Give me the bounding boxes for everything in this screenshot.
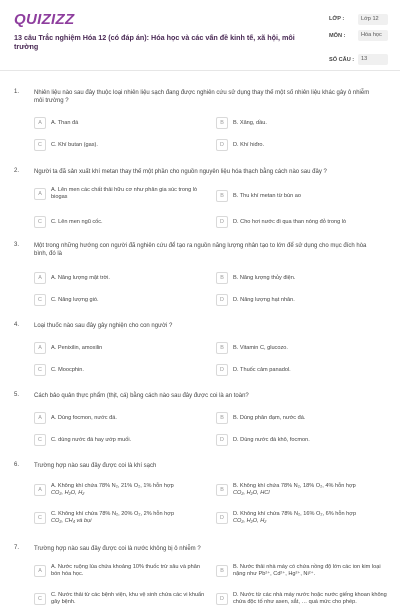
option-formula: CO₂, H₂O, HCl (233, 490, 270, 496)
option-letter: D (216, 216, 228, 228)
option-b[interactable] (216, 115, 267, 131)
option-a[interactable] (34, 563, 209, 579)
question-text: Loại thuốc nào sau đây gây nghiện cho con người ? (34, 323, 173, 329)
option-text: A. Dùng focmon, nước đá. (51, 414, 117, 421)
option-a[interactable] (34, 482, 174, 498)
option-letter: B (216, 342, 228, 354)
option-text: A. Năng lượng mặt trời. (51, 274, 110, 281)
option-letter: A (34, 565, 46, 577)
count-value: 13 (358, 54, 388, 65)
option-letter: C (34, 512, 46, 524)
option-c[interactable] (34, 432, 131, 448)
class-label: LỚP : (329, 16, 345, 22)
option-letter: B (216, 190, 228, 202)
question-number: 3. (14, 242, 20, 248)
question-text: Trường hợp nào sau đây được coi là khí sạch (34, 463, 157, 469)
option-c[interactable] (34, 510, 174, 526)
option-text: B. Thu khí metan từ bùn ao (233, 192, 302, 199)
option-a[interactable] (34, 115, 78, 131)
worksheet-header (0, 0, 400, 70)
question-text: Nhiên liệu nào sau đây thuộc loại nhiên liệu sạch đang được nghiên cứu sử dụng thay thế một số nhiên liệu khác gây ô nhiễm môi trường ? (34, 90, 370, 104)
option-letter: A (34, 188, 46, 200)
question-text: Cách bảo quản thực phẩm (thịt, cá) bằng cách nào sau đây được coi là an toàn? (34, 393, 249, 399)
question-number: 2. (14, 168, 20, 174)
option-c[interactable] (34, 362, 84, 378)
option-c[interactable] (34, 292, 99, 308)
question-6 (14, 462, 392, 538)
option-letter: D (216, 512, 228, 524)
option-text: D. Nước từ các nhà máy nước hoặc nước giếng khoan không chứa độc tố như asen, sắt, … quá mức cho phép. (233, 592, 387, 605)
question-number: 1. (14, 89, 20, 95)
option-text: A. Penixilin, amoxilin (51, 344, 103, 351)
option-b[interactable] (216, 482, 356, 498)
option-letter: A (34, 272, 46, 284)
option-a[interactable] (34, 270, 110, 286)
option-letter: C (34, 364, 46, 376)
option-text: A. Than đá (51, 119, 79, 126)
question-text: Trường hợp nào sau đây được coi là nước không bị ô nhiễm ? (34, 546, 201, 552)
option-text: B. Vitamin C, glucozo. (233, 344, 288, 351)
option-text: C. Moocphin. (51, 366, 84, 373)
class-value: Lớp 12 (358, 14, 388, 25)
option-text: A. Lên men các chất thải hữu cơ như phân gia súc trong lò biogas (51, 187, 198, 200)
option-letter: B (216, 565, 228, 577)
option-text: B. Dùng phân đạm, nước đá. (233, 414, 306, 421)
subject-value: Hóa học (358, 30, 388, 41)
option-a[interactable] (34, 410, 117, 426)
option-letter: D (216, 593, 228, 605)
option-d[interactable] (216, 292, 295, 308)
option-letter: D (216, 139, 228, 151)
option-text: D. Năng lượng hạt nhân. (233, 296, 295, 303)
option-d[interactable] (216, 510, 356, 526)
option-d[interactable] (216, 591, 392, 607)
option-d[interactable] (216, 137, 264, 153)
option-letter: C (34, 139, 46, 151)
option-c[interactable] (34, 591, 209, 607)
worksheet-title: 13 câu Trắc nghiệm Hóa 12 (có đáp án): Hóa học và các vấn đề kinh tế, xã hội, môi trường (14, 33, 295, 51)
option-text: A. Không khí chứa 78% N₂, 21% O₂, 1% hỗn hợp (51, 483, 174, 489)
option-b[interactable] (216, 270, 295, 286)
question-7 (14, 545, 392, 605)
subject-label: MÔN : (329, 33, 346, 39)
option-letter: C (34, 434, 46, 446)
option-text: C. Năng lượng gió. (51, 296, 99, 303)
option-text: A. Nước ruộng lúa chứa khoảng 10% thuốc trừ sâu và phân bón hóa học. (51, 564, 200, 577)
option-a[interactable] (34, 340, 102, 356)
option-letter: B (216, 484, 228, 496)
option-text: C. Lên men ngũ cốc. (51, 218, 103, 225)
question-1 (14, 89, 392, 159)
question-3 (14, 242, 392, 312)
option-letter: D (216, 364, 228, 376)
option-a[interactable] (34, 186, 209, 202)
option-c[interactable] (34, 214, 103, 230)
question-4 (14, 322, 392, 384)
option-text: C. Nước thải từ các bệnh viện, khu vệ sinh chứa các vi khuẩn gây bệnh. (51, 592, 205, 605)
option-letter: A (34, 484, 46, 496)
question-text: Người ta đã sản xuất khí metan thay thế một phần cho nguồn nguyên liệu hóa thạch bằng cách nào sau đây ? (34, 169, 327, 175)
option-formula: CO₂, H₂O, H₂ (51, 490, 85, 496)
question-number: 6. (14, 462, 20, 468)
option-letter: C (34, 593, 46, 605)
option-letter: D (216, 294, 228, 306)
option-text: D. Thuốc cảm panadol. (233, 366, 291, 373)
option-letter: B (216, 412, 228, 424)
option-formula: CO₂, CH₄ và bụi (51, 518, 92, 524)
question-number: 7. (14, 545, 20, 551)
question-text: Một trong những hướng con người đã nghiên cứu để tạo ra nguồn năng lượng nhân tạo to lớn để sử dụng cho mục đích hòa bình, đó là (34, 243, 367, 257)
count-label: SỐ CÂU : (329, 57, 355, 63)
question-number: 5. (14, 392, 20, 398)
question-number: 4. (14, 322, 20, 328)
option-text: B. Năng lượng thủy điện. (233, 274, 296, 281)
option-text: D. Cho hơi nước đi qua than nóng đỏ trong lò (233, 218, 347, 225)
option-letter: A (34, 412, 46, 424)
option-c[interactable] (34, 137, 98, 153)
option-formula: CO₂, H₂O, H₂ (233, 518, 267, 524)
option-d[interactable] (216, 214, 346, 230)
option-letter: D (216, 434, 228, 446)
option-b[interactable] (216, 188, 301, 204)
header-divider (0, 70, 400, 71)
option-letter: A (34, 117, 46, 129)
option-letter: A (34, 342, 46, 354)
option-text: C. dùng nước đá hay ướp muối. (51, 436, 132, 443)
question-5 (14, 392, 392, 454)
option-text: C. Không khí chứa 78% N₂, 20% O₂, 2% hỗn hợp (51, 511, 175, 517)
question-2 (14, 168, 392, 238)
option-d[interactable] (216, 432, 310, 448)
option-letter: B (216, 272, 228, 284)
option-letter: B (216, 117, 228, 129)
option-letter: C (34, 216, 46, 228)
option-text: D. Không khí chứa 78% N₂, 16% O₂, 6% hỗn hợp (233, 511, 357, 517)
option-text: C. Khí butan (gas). (51, 141, 98, 148)
option-letter: C (34, 294, 46, 306)
option-b[interactable] (216, 410, 305, 426)
option-text: B. Xăng, dầu. (233, 119, 267, 126)
option-d[interactable] (216, 362, 291, 378)
option-b[interactable] (216, 563, 392, 579)
quizizz-logo[interactable]: QUIZIZZ (14, 11, 75, 28)
option-text: D. Dùng nước đá khô, focmon. (233, 436, 310, 443)
option-text: D. Khí hiđro. (233, 141, 265, 148)
option-b[interactable] (216, 340, 288, 356)
option-text: B. Không khí chứa 78% N₂, 18% O₂, 4% hỗn hợp (233, 483, 356, 489)
option-text: B. Nước thải nhà máy có chứa nồng độ lớn các ion kim loại nặng như Pb²⁺, Cd²⁺, Hg²⁺, Ni²⁺. (233, 564, 381, 577)
